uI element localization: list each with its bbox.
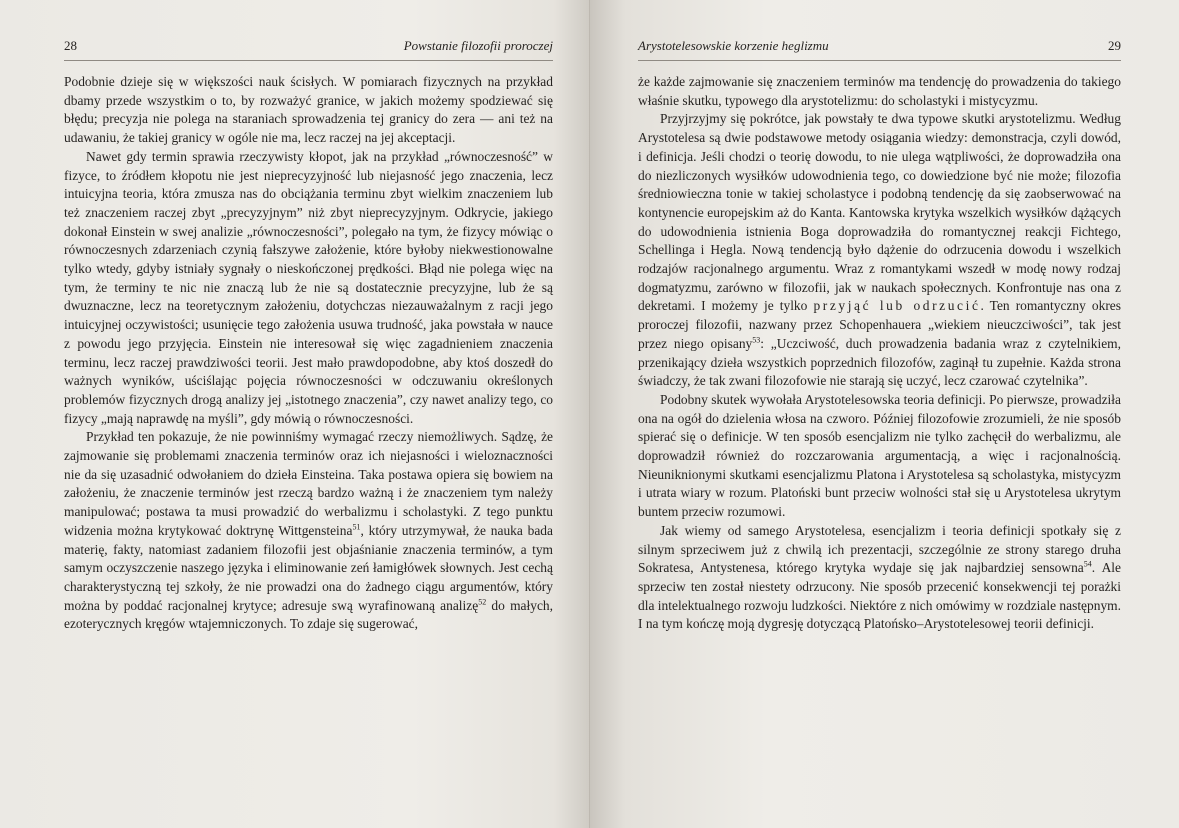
paragraph [64,73,553,148]
footnote-ref: 54 [1083,559,1092,569]
paragraph [638,73,1121,110]
text-run: do małych, ezoterycznych kręgów wtajemniczonych. To zdaje się sugerować, [64,597,553,632]
left-running-title: Powstanie filozofii proroczej [403,38,553,53]
right-running-head [638,38,1121,61]
text-run: Jak wiemy od samego Arystotelesa, esencjalizm i teoria definicji spotkały się z silnym sprzeciwem już z chwilą ich prezentacji, szczególnie ze strony starego druha Sokratesa, Antystenesa, którego krytyka wydaje się jak najbardziej sensowna [638,522,1121,576]
footnote-ref: 52 [478,597,487,607]
text-run: Podobny skutek wywołała Arystotelesowska teoria definicji. Po pierwsze, prowadziła ona na ogół do dzielenia włosa na czworo. Później filozofowie zrozumieli, że nie sposób spierać się o definicje. W ten sposób esencjalizm nie tylko zachęcił do werbalizmu, ale doprowadził również do rozczarowania argumentacją, a więc i racjonalnością. Nieuniknionymi skutkami esencjalizmu Platona i Arystotelesa są scholastyka, mistycyzm i utrata wiary w rozum. Platoński bunt przeciw wolności stał się u Arystotelesa ukrytym buntem przeciw rozumowi. [638,391,1121,520]
text-run: Podobnie dzieje się w większości nauk ścisłych. W pomiarach fizycznych na przykład dbamy przede wszystkim o to, by rozważyć granice, w jakich możemy spodziewać się błędu; precyzja nie polega na staraniach sprowadzenia tej granicy do zera — ani też na udawaniu, że takiej granicy w ogóle nie ma, lecz raczej na jej akceptacji. [64,74,553,146]
text-run: że każde zajmowanie się znaczeniem terminów ma tendencję do prowadzenia do takiego właśnie skutku, typowego dla arystotelizmu: do scholastyki i mistycyzmu. [638,74,1121,108]
left-page-number: 28 [64,38,77,53]
right-page [590,0,1179,828]
paragraph [638,391,1121,522]
spaced-emphasis: przyjąć lub odrzucić [813,298,981,314]
paragraph [64,148,553,429]
paragraph [638,522,1121,634]
text-run: . Ten romantyczny okres proroczej filozofii, nazwany przez Schopenhauera „wiekiem nieuczciwości”, tak jest przez niego opisany [638,298,1122,351]
text-run: Przykład ten pokazuje, że nie powinniśmy wymagać rzeczy niemożliwych. Sądzę, że zajmowanie się problemami znaczenia terminów oraz ich niejasności i wieloznaczności nie da się uzasadnić odwołaniem do dzieła Einsteina. Taka postawa opiera się bowiem na założeniu, że znaczenie terminów jest rzeczą bardzo ważną i że znaczeniem tym należy manipulować; postawa ta musi prowadzić do werbalizmu i scholastyki. Z tego punktu widzenia można krytykować doktrynę Wittgensteina [64,429,553,538]
text-run: : „Uczciwość, duch prowadzenia badania wraz z czytelnikiem, przenikający dzieła wszystkich poprzednich filozofów, zaginął tu zupełnie. Każda strona świadczy, że tak zwani filozofowie nie starają się uczyć, lecz czarować czytelnika”. [638,335,1121,389]
footnote-ref: 53 [752,335,761,345]
text-run: . Ale sprzeciw ten został niestety odrzucony. Nie sposób przecenić konsekwencji tej porażki dla intelektualnego rozwoju ludzkości. Niektóre z nich omówimy w rozdziale następnym. I na tym kończę moją dygresję dotyczącą Platońsko–Arystotelesowej teorii definicji. [638,560,1121,632]
left-body-text [64,73,553,634]
left-page [0,0,589,828]
right-running-title: Arystotelesowskie korzenie heglizmu [638,38,829,53]
text-run: Nawet gdy termin sprawia rzeczywisty kłopot, jak na przykład „równoczesność” w fizyce, to źródłem kłopotu nie jest nieprecyzyjność lub niejasność jego znaczenia, lecz intuicyjna teoria, która zmusza nas do obciążania terminu zbyt wielkim znaczeniem lub też znaczeniem raczej zbyt „precyzyjnym” niż zbyt nieprecyzyjnym. Odkrycie, jakiego dokonał Einstein w swej analizie „równoczesności”, polegało na tym, że fizycy mówiąc o równoczesnych zdarzeniach czynią fałszywe założenie, które byłoby niekwestionowalne tylko wtedy, gdyby istniały sygnały o nieskończonej prędkości. Błąd nie polega więc na tym, że terminy te nic nie znaczą lub że nie są dostatecznie precyzyjne, lub że są dwuznaczne, lecz na teoretycznym założeniu, dotychczas niezauważalnym z racji jego intuicyjnej oczywistości; usunięcie tego założenia usuwa trudność, jaka powstała w nauce z powodu jego przyjęcia. Einstein nie interesował się więc zagadnieniem znaczenia terminu, lecz raczej prawdziwości teorii. Jest mało prawdopodobne, aby ktoś doszedł do ważnych wyników, uściślając pojęcia równoczesności w odczuwaniu określonych problemów fizycznych drogą analizy jej „istotnego znaczenia”, czy nawet analizy tego, co fizycy „mają naprawdę na myśli”, gdy mówią o równoczesności. [64,148,553,426]
paragraph [64,428,553,634]
right-body-text [638,73,1121,634]
right-page-number: 29 [1108,38,1121,53]
text-run: Przyjrzyjmy się pokrótce, jak powstały te dwa typowe skutki arystotelizmu. Według Arystotelesa są dwie podstawowe metody osiągania wiedzy: demonstracja, czyli dowód, i definicja. Jeśli chodzi o teorię dowodu, to nie ulega wątpliwości, że doprowadziła ona do niezliczonych wysiłków udowodnienia tego, co dowiedzione być nie może; filozofia średniowieczna tonie w takiej scholastyce i podobną tendencję da się zaobserwować na kontynencie europejskim aż do Kanta. Kantowska krytyka wszelkich wysiłków dążących do udowodnienia istnienia Boga doprowadziła do romantycznej reakcji Fichtego, Schellinga i Hegla. Nową tendencją było dążenie do odrzucenia dowodu i wszelkich rodzajów racjonalnego argumentu. Wraz z romantykami wszedł w modę nowy rodzaj dogmatyzmu, zarówno w filozofii, jak w naukach społecznych. Konfrontuje nas ona z dekretami. I możemy je tylko [638,111,1121,314]
text-run: , który utrzymywał, że nauka bada materię, fakty, natomiast zadaniem filozofii jest objaśnianie znaczenia terminów, a tym samym oczyszczenie naszego języka i eliminowanie zeń łamigłówek słownych. Jest cechą charakterystyczną tej szkoły, że nie prowadzi ona do żadnego ciągu argumentów, który można by poddać racjonalnej krytyce; adresuje swą wyrafinowaną analizę [64,522,553,613]
footnote-ref: 51 [352,522,361,532]
paragraph [638,110,1121,391]
left-running-head [64,38,553,61]
